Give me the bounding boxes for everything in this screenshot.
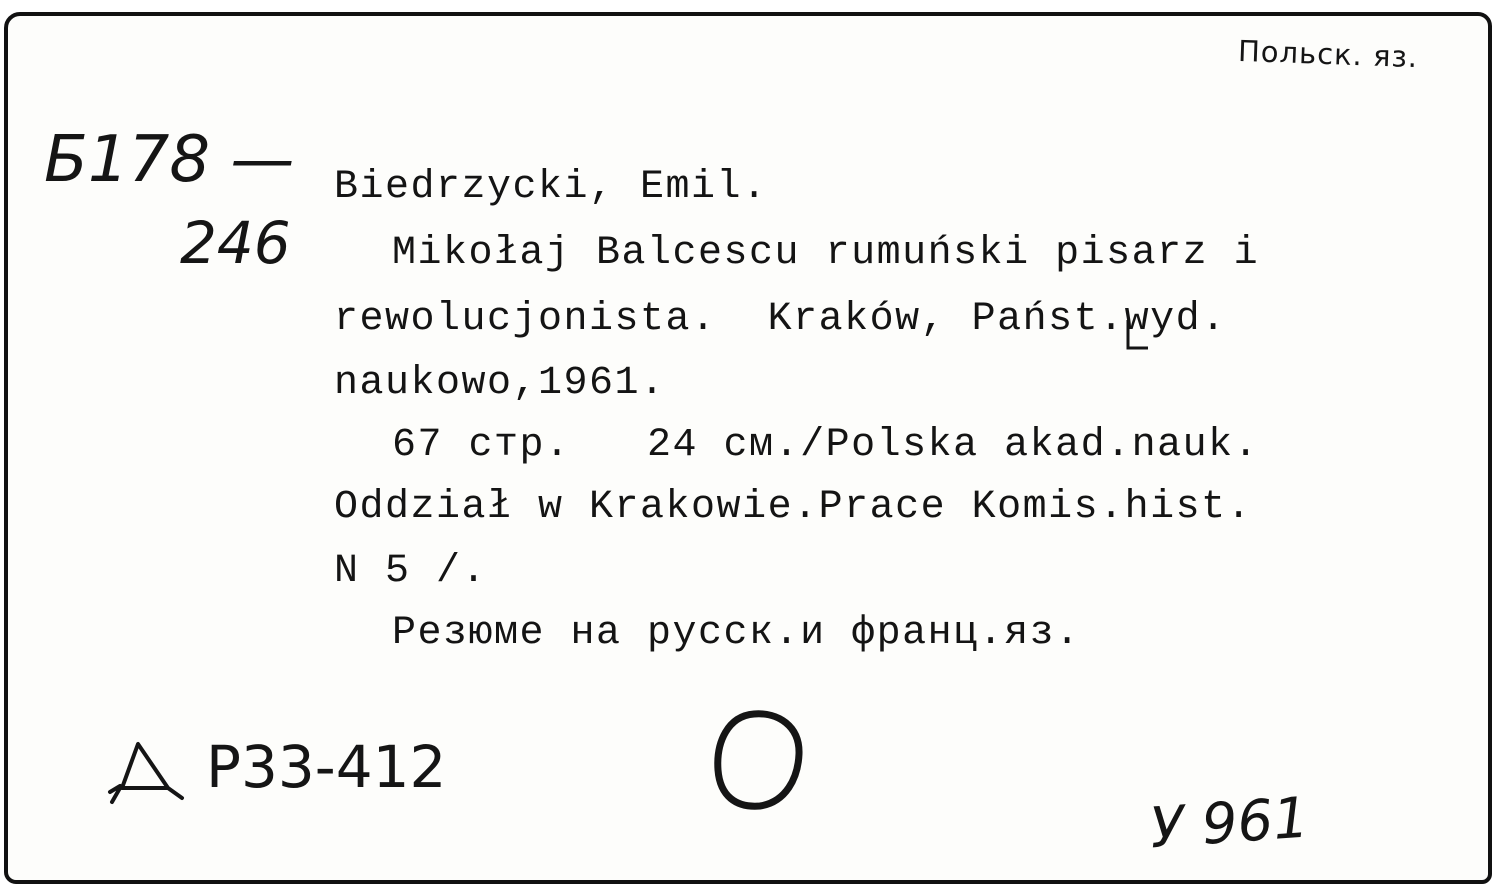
- title-line-2: rewolucjonista. Kraków, Państ.wyd.: [334, 297, 1227, 342]
- title-line-1: Mikołaj Balcescu rumuński pisarz i: [392, 231, 1260, 276]
- title-line-3: naukowo,1961.: [334, 361, 666, 406]
- delta-mark-icon: [98, 738, 188, 804]
- collation-line-3: N 5 /.: [334, 549, 488, 594]
- author-heading: Biedrzycki, Emil.: [334, 165, 768, 210]
- summary-note: Резюме на русск.и франц.яз.: [392, 611, 1081, 656]
- collation-line-2: Oddział w Krakowie.Prace Komis.hist.: [334, 485, 1253, 530]
- correction-mark: [1126, 318, 1150, 352]
- shelfmark-line2: 246: [180, 209, 291, 277]
- bottom-left-code: Р33-412: [206, 733, 447, 801]
- language-note: Польск. яз.: [1237, 33, 1419, 75]
- bottom-right-code: У 961: [1147, 785, 1311, 862]
- punch-hole: [706, 708, 806, 812]
- shelfmark-line1: Б178 —: [44, 123, 295, 197]
- collation-line-1: 67 стр. 24 см./Polska akad.nauk.: [392, 423, 1260, 468]
